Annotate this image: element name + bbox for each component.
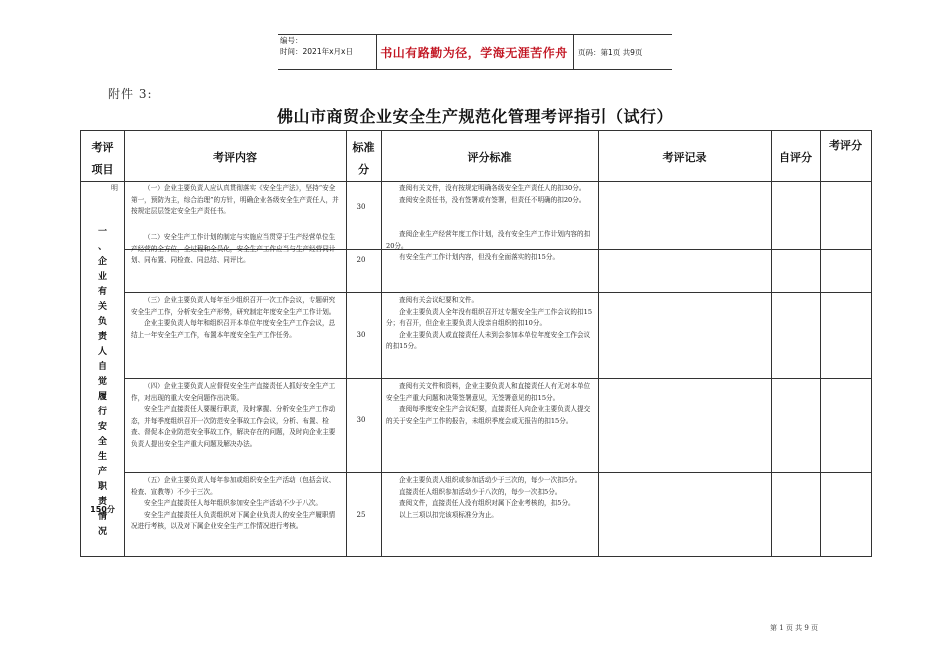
- header-item-line2: 项目: [91, 163, 114, 176]
- page-header: [278, 34, 672, 70]
- criteria-paragraph: 查阅企业生产经营年度工作计划，没有安全生产工作计划内容的扣20分。: [386, 230, 591, 250]
- header-content: 考评内容: [213, 151, 257, 164]
- column-divider: [598, 131, 599, 556]
- criteria-paragraph: 查阅有关文件，没有按规定明确各级安全生产责任人的扣30分。: [399, 184, 586, 192]
- content-cell: [131, 381, 341, 450]
- content-paragraph: （四）企业主要负责人应督促安全生产直接责任人抓好安全生产工作，对出现的重大安全问题作出决策。: [131, 382, 336, 402]
- criteria-cell: [386, 183, 594, 206]
- header-motto: 书山有路勤为径，学海无涯苦作舟: [375, 35, 574, 69]
- category-name-char: 、: [97, 242, 107, 252]
- category-name-char: 一: [97, 227, 107, 237]
- criteria-paragraph: 查阅安全责任书，没有签署或有签署，但责任不明确的扣20分。: [399, 195, 586, 204]
- content-paragraph: 安全生产直接责任人负责组织对下属企业负责人的安全生产履职情况进行考核，以及对下属企业安全生产工作情况进行考核。: [131, 510, 336, 530]
- content-paragraph: 安全生产直接责任人要履行职责，及时掌握、分析安全生产工作动态，并每季度组织召开一次防范安全事故工作会议，分析、布置、检查、督促本企业防范安全事故工作，解决存在的问题，及时向企业主要负责人提出安全生产重大问题及解决办法。: [131, 405, 336, 448]
- criteria-paragraph: 查阅每季度安全生产会议纪要，直接责任人向企业主要负责人提交的关于安全生产工作的报告，未组织季度会或无报告的扣15分。: [386, 405, 591, 425]
- criteria-paragraph: 企业主要负责人或直接责任人未到会参加本单位年度安全工作会议的扣15分。: [386, 330, 591, 350]
- criteria-paragraph: 有安全生产工作计划内容，但没有全面落实的扣15分。: [399, 253, 560, 261]
- content-paragraph: 企业主要负责人每年和组织召开本单位年度安全生产工作会议，总结上一年安全生产工作，布置本年度安全生产工作任务。: [131, 319, 336, 339]
- header-item-line1: 考评: [91, 141, 114, 154]
- category-name-char: 业: [97, 272, 107, 282]
- header-self-score: 自评分: [779, 151, 812, 164]
- category-name-char: 履: [97, 392, 107, 402]
- header-eval-score: 考评分: [829, 139, 862, 152]
- content-cell: [131, 295, 341, 341]
- header-meta: [278, 35, 377, 69]
- row-divider: [124, 472, 871, 473]
- header-item: [81, 137, 124, 181]
- standard-points: 30: [356, 331, 366, 339]
- category-name-char: 安: [97, 422, 107, 432]
- category-name: [81, 225, 124, 540]
- column-divider: [124, 131, 125, 556]
- category-name-char: 责: [97, 332, 107, 342]
- header-standard-line2: 分: [358, 163, 369, 176]
- header-criteria: 评分标准: [467, 151, 512, 164]
- criteria-cell: [386, 381, 594, 427]
- category-mark: 明: [111, 184, 118, 192]
- criteria-cell: [386, 295, 594, 353]
- category-name-char: 企: [97, 257, 107, 267]
- standard-points: 30: [356, 416, 366, 424]
- content-cell: [131, 232, 341, 267]
- category-cell: [81, 181, 124, 556]
- column-divider: [381, 131, 382, 556]
- attachment-label: 附件 3:: [108, 87, 153, 101]
- header-record: 考评记录: [662, 151, 707, 164]
- category-name-char: 情: [97, 512, 107, 522]
- category-name-char: 况: [97, 527, 107, 537]
- category-name-char: 全: [97, 437, 107, 447]
- content-paragraph: （一）企业主要负责人应认真贯彻落实《安全生产法》，坚持“安全第一，预防为主，综合治理”的方针，明确企业各级安全生产责任人，并按规定层层签定安全生产责任书。: [131, 184, 339, 215]
- header-divider: [81, 181, 871, 182]
- criteria-paragraph: 查阅有关会议纪要和文件。: [399, 296, 479, 304]
- page-title: 佛山市商贸企业安全生产规范化管理考评指引（试行）: [276, 107, 673, 126]
- criteria-paragraph: 查阅有关文件和资料，企业主要负责人和直接责任人有无对本单位安全生产重大问题和决策签署意见，无签署意见的扣15分。: [386, 382, 591, 402]
- time-label: 时间：2021年x月x日: [280, 47, 353, 56]
- category-name-char: 责: [97, 497, 107, 507]
- content-paragraph: 安全生产直接责任人每年组织参加安全生产活动不少于八次。: [144, 499, 323, 507]
- category-name-char: 关: [97, 302, 107, 312]
- row-divider: [124, 292, 871, 293]
- column-divider: [346, 131, 347, 556]
- content-paragraph: （三）企业主要负责人每年至少组织召开一次工作会议，专题研究安全生产工作，分析安全生产形势，研究制定年度安全生产工作计划。: [131, 296, 336, 316]
- category-name-char: 负: [97, 317, 107, 327]
- content-paragraph: （五）企业主要负责人每年参加或组织安全生产活动（包括会议、检查、宣教等）不少于三次。: [131, 476, 336, 496]
- category-score: 150分: [90, 505, 115, 514]
- criteria-paragraph: 企业主要负责人全年没有组织召开过专题安全生产工作会议的扣15分；有召开，但企业主要负责人没亲自组织的扣10分。: [386, 307, 593, 327]
- column-divider: [771, 131, 772, 556]
- content-cell: [131, 183, 341, 218]
- page-footer: 第 1 页 共 9 页: [770, 624, 819, 632]
- criteria-paragraph: 以上三项以扣完该项标准分为止。: [399, 510, 498, 519]
- criteria-cell: [386, 475, 594, 521]
- category-name-char: 人: [97, 347, 107, 357]
- category-name-char: 自: [97, 362, 107, 372]
- category-name-char: 觉: [97, 377, 107, 387]
- category-name-char: 职: [97, 482, 107, 492]
- standard-points: 30: [356, 203, 366, 211]
- standard-points: 20: [356, 256, 366, 264]
- page-number-label: 页码：第1页 共9页: [578, 47, 643, 57]
- evaluation-table: [80, 130, 872, 557]
- category-name-char: 生: [97, 452, 107, 462]
- header-standard-line1: 标准: [352, 141, 375, 154]
- standard-points: 25: [356, 511, 366, 519]
- criteria-cell: [386, 229, 594, 264]
- criteria-paragraph: 直接责任人组织参加活动少于八次的，每少一次扣5分。: [399, 487, 562, 496]
- category-name-char: 行: [97, 407, 107, 417]
- criteria-paragraph: 查阅文件，直接责任人没有组织对属下企业考核的，扣5分。: [399, 499, 575, 507]
- category-name-char: 产: [97, 467, 107, 477]
- content-paragraph: （二）安全生产工作计划的制定与实施应当贯穿于生产经营单位生产经营的全方位，全过程和全员化，安全生产工作应当与生产经营同计划、同布置、同检查、同总结、同评比。: [131, 233, 336, 264]
- content-cell: [131, 475, 341, 533]
- row-divider: [124, 378, 871, 379]
- number-label: 编号：: [280, 36, 303, 45]
- category-name-char: 有: [97, 287, 107, 297]
- column-divider: [820, 131, 821, 556]
- header-standard: [346, 137, 381, 181]
- criteria-paragraph: 企业主要负责人组织或参加活动少于三次的，每少一次扣5分。: [399, 476, 582, 484]
